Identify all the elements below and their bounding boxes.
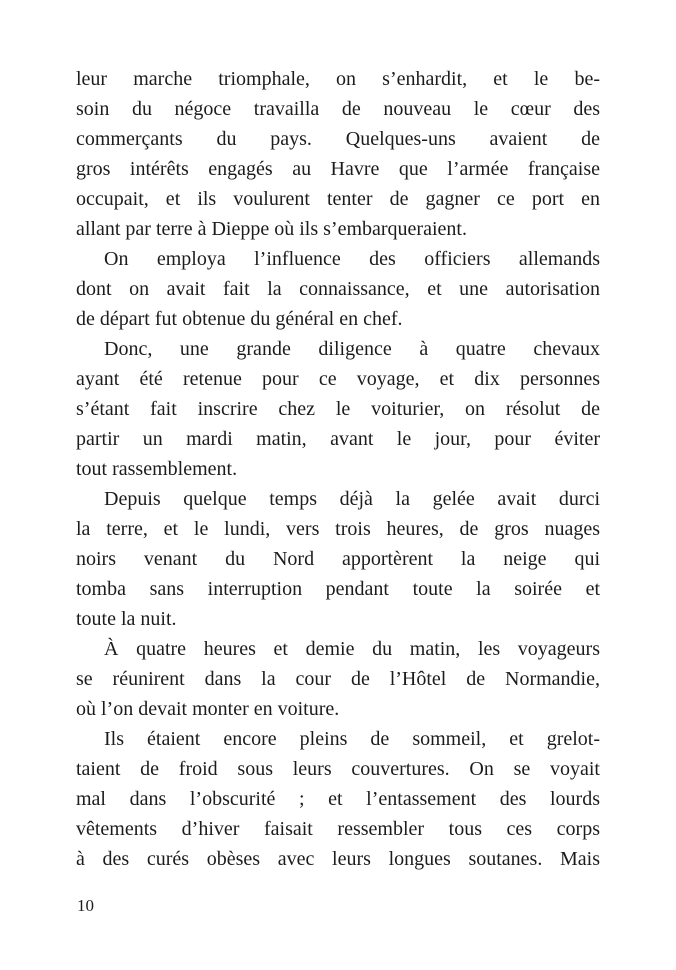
text-line: ayant été retenue pour ce voyage, et dix personnes	[76, 368, 600, 390]
text-line: à des curés obèses avec leurs longues soutanes. Mais	[76, 848, 600, 870]
paragraph	[76, 634, 600, 724]
text-block	[76, 64, 600, 874]
text-line: allant par terre à Dieppe où ils s’embarqueraient.	[76, 218, 467, 240]
text-line: soin du négoce travailla de nouveau le cœur des	[76, 98, 600, 120]
text-line: gros intérêts engagés au Havre que l’armée française	[76, 158, 600, 180]
text-line: toute la nuit.	[76, 608, 177, 630]
text-line: À quatre heures et demie du matin, les voyageurs	[104, 638, 600, 660]
paragraph	[76, 64, 600, 244]
text-line: la terre, et le lundi, vers trois heures, de gros nuages	[76, 518, 600, 540]
text-line: partir un mardi matin, avant le jour, pour éviter	[76, 428, 600, 450]
text-line: de départ fut obtenue du général en chef.	[76, 308, 403, 330]
text-line: Ils étaient encore pleins de sommeil, et grelot-	[104, 728, 600, 750]
text-line: vêtements d’hiver faisait ressembler tous ces corps	[76, 818, 600, 840]
paragraph	[76, 484, 600, 634]
paragraph	[76, 724, 600, 874]
paragraph	[76, 244, 600, 334]
text-line: tomba sans interruption pendant toute la soirée et	[76, 578, 600, 600]
text-line: tout rassemblement.	[76, 458, 238, 480]
text-line: se réunirent dans la cour de l’Hôtel de Normandie,	[76, 668, 600, 690]
text-line: leur marche triomphale, on s’enhardit, et le be-	[76, 68, 600, 90]
page-number: 10	[77, 896, 94, 915]
text-line: s’étant fait inscrire chez le voiturier, on résolut de	[76, 398, 600, 420]
text-line: Depuis quelque temps déjà la gelée avait durci	[104, 488, 600, 510]
text-line: noirs venant du Nord apportèrent la neige qui	[76, 548, 600, 570]
text-line: occupait, et ils voulurent tenter de gagner ce port en	[76, 188, 600, 210]
paragraph	[76, 334, 600, 484]
text-line: taient de froid sous leurs couvertures. On se voyait	[76, 758, 600, 780]
text-line: où l’on devait monter en voiture.	[76, 698, 340, 720]
text-line: On employa l’influence des officiers allemands	[104, 248, 600, 270]
text-line: Donc, une grande diligence à quatre chevaux	[104, 338, 600, 360]
text-line: dont on avait fait la connaissance, et une autorisation	[76, 278, 600, 300]
text-line: mal dans l’obscurité ; et l’entassement des lourds	[76, 788, 600, 810]
text-line: commerçants du pays. Quelques-uns avaient de	[76, 128, 600, 150]
